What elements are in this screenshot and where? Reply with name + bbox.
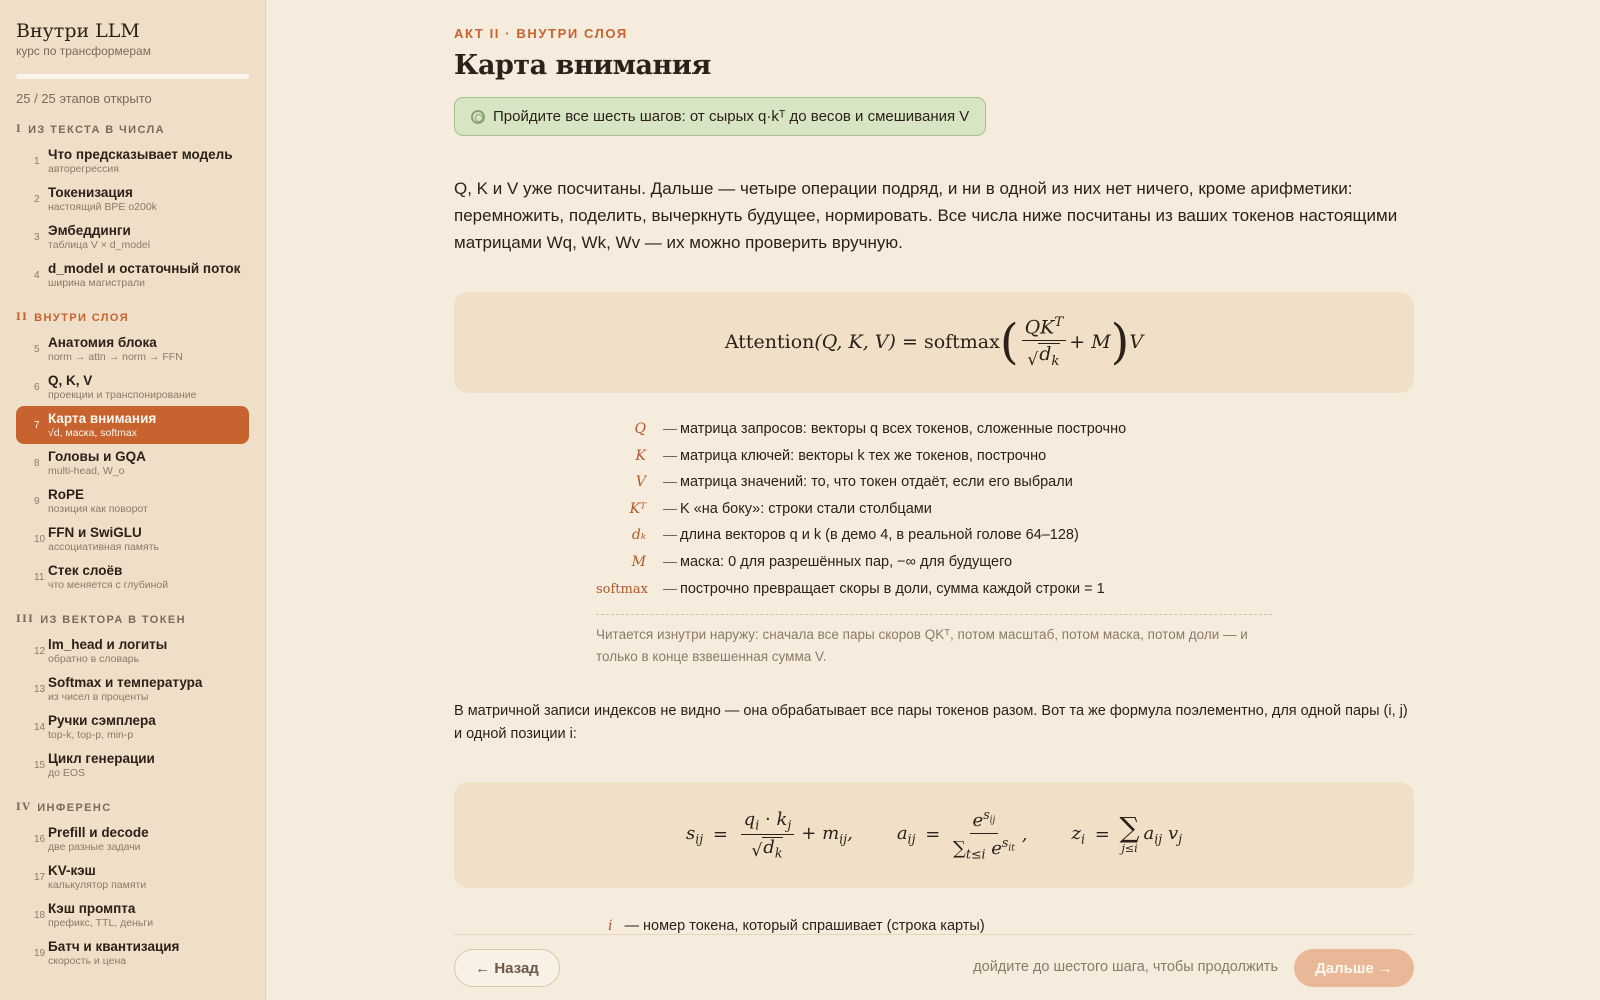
- legend-row: [596, 553, 1272, 580]
- nav-item-subtitle: авторегрессия: [48, 163, 119, 175]
- nav-item-number: 9: [34, 496, 40, 507]
- a-lhs: a: [896, 823, 908, 845]
- nav-item-text: [48, 525, 241, 554]
- paren-right: ): [1110, 314, 1130, 371]
- nav-item-subtitle: позиция как поворот: [48, 503, 148, 515]
- legend-dash: —: [663, 420, 677, 436]
- sidebar-item-18[interactable]: [16, 896, 249, 934]
- nav-item-title: Анатомия блока: [48, 335, 157, 350]
- legend-dash: —: [663, 446, 677, 463]
- frac-den-sub: k: [1051, 353, 1060, 369]
- nav-item-text: [48, 901, 241, 930]
- formula-fraction: $QK^T$ √ $d_k$: [1022, 316, 1067, 370]
- sidebar-item-6[interactable]: [16, 368, 249, 406]
- frac-num-sup: T: [1054, 314, 1064, 330]
- sidebar-item-1[interactable]: [16, 142, 249, 180]
- section-label: ИЗ ВЕКТОРА В ТОКЕН: [40, 614, 186, 626]
- nav-item-number: 16: [34, 834, 46, 845]
- formula-softmax: softmax: [923, 331, 1000, 354]
- legend-text: длина векторов q и k (в демо 4, в реальной голове 64–128): [680, 527, 1079, 544]
- nav-section-header: [16, 614, 249, 626]
- nav-item-number: 2: [34, 194, 40, 205]
- e-num-sup-sub: ij: [989, 815, 996, 826]
- symbol-legend: [596, 420, 1272, 668]
- section-roman: II: [16, 312, 29, 323]
- sidebar-item-3[interactable]: [16, 218, 249, 256]
- nav-item-title: Эмбеддинги: [48, 223, 131, 238]
- sidebar-item-17[interactable]: [16, 858, 249, 896]
- nav-item-text: [48, 825, 241, 854]
- nav-item-subtitle: ширина магистрали: [48, 277, 146, 289]
- nav-item-text: [48, 261, 241, 290]
- k-symbol: k: [776, 808, 788, 830]
- nav-item-title: Кэш промпта: [48, 901, 136, 916]
- lead-paragraph: Q, K и V уже посчитаны. Дальше — четыре операции подряд, и ни в одной из них нет ничего, кроме арифметики: перемножить, поделить, вычеркнуть будущее, нормировать. Все числа ниже посчитаны из ваших токенов настоящими матрицами Wq, Wk, Wv — их можно проверить вручную.: [454, 179, 1398, 252]
- den-d: d: [763, 836, 775, 858]
- sidebar-item-4[interactable]: [16, 256, 249, 294]
- nav-item-subtitle: top-k, top-p, min-p: [48, 729, 134, 741]
- nav-item-number: 14: [34, 722, 46, 733]
- formula-eq: =: [901, 331, 918, 354]
- legend-row: [596, 500, 1272, 527]
- section-label: ВНУТРИ СЛОЯ: [34, 312, 130, 324]
- legend-text: маска: 0 для разрешённых пар, −∞ для будущего: [680, 553, 1013, 570]
- nav-list: [16, 330, 249, 596]
- nav-item-number: 11: [34, 572, 45, 583]
- legend-symbol: softmax: [596, 581, 648, 597]
- nav-item-subtitle: обратно в словарь: [48, 653, 140, 665]
- progress-text: 25 / 25 этапов открыто: [16, 91, 152, 106]
- nav-item-title: Что предсказывает модель: [48, 147, 233, 162]
- nav-item-number: 4: [34, 270, 40, 281]
- main-content: [454, 0, 1414, 1000]
- sidebar-nav: [16, 124, 249, 972]
- nav-item-subtitle: настоящий BPE o200k: [48, 201, 157, 213]
- nav-item-number: 8: [34, 458, 40, 469]
- formula-attention-fn: Attention: [724, 331, 815, 354]
- formula-args: (Q, K, V): [814, 331, 896, 354]
- nav-item-number: 19: [34, 948, 46, 959]
- elementwise-paragraph: В матричной записи индексов не видно — она обрабатывает все пары токенов разом. Вот та же формула поэлементно, для одной пары (i, j) и одной позиции i:: [454, 703, 1408, 742]
- a-lhs-sub: ij: [907, 831, 916, 847]
- sidebar-item-10[interactable]: [16, 520, 249, 558]
- cut-text: — номер токена, который спрашивает (строка карты): [624, 918, 985, 934]
- nav-item-title: KV-кэш: [48, 863, 96, 878]
- nav-item-text: [48, 411, 241, 440]
- rhs-a: a: [1143, 823, 1155, 845]
- nav-item-number: 12: [34, 646, 46, 657]
- sidebar-item-2[interactable]: [16, 180, 249, 218]
- e-num: e: [972, 810, 984, 832]
- nav-item-text: [48, 751, 241, 780]
- legend-row: [596, 473, 1272, 500]
- nav-section-header: [16, 312, 249, 324]
- legend-note: Читается изнутри наружу: сначала все пары скоров QKᵀ, потом масштаб, потом маска, потом доли — и только в конце взвешенная сумма V.: [596, 627, 1248, 665]
- nav-item-subtitle: скорость и цена: [48, 955, 127, 967]
- nav-item-text: [48, 563, 241, 592]
- nav-item-number: 17: [34, 872, 46, 883]
- nav-item-text: [48, 335, 241, 364]
- nav-item-title: FFN и SwiGLU: [48, 525, 142, 540]
- rhs-v-sub: j: [1178, 831, 1183, 847]
- sidebar-item-19[interactable]: [16, 934, 249, 972]
- softmax-fraction: $\frac{e^{s_{ij}}}{\sum_{t\le i} e^{s_{it}}}$: [953, 807, 1015, 862]
- legend-symbol: Q: [634, 421, 646, 437]
- steps-hint-text: Пройдите все шесть шагов: от сырых q·kᵀ до весов и смешивания V: [493, 108, 970, 125]
- nav-item-text: [48, 713, 241, 742]
- rhs-v: v: [1167, 823, 1179, 845]
- nav-item-subtitle: multi-head, W_o: [48, 465, 125, 477]
- formula-plus-m: + M: [1069, 331, 1111, 354]
- nav-item-text: [48, 487, 241, 516]
- nav-item-title: Q, K, V: [48, 373, 93, 388]
- formula-v: V: [1129, 331, 1144, 354]
- legend-symbol: dₖ: [631, 527, 646, 544]
- nav-item-title: Токенизация: [48, 185, 133, 200]
- sidebar-item-8[interactable]: [16, 444, 249, 482]
- nav-item-number: 18: [34, 910, 46, 921]
- nav-item-text: [48, 185, 241, 214]
- nav-item-number: 7: [34, 420, 40, 431]
- legend-symbol: Kᵀ: [629, 500, 646, 517]
- nav-item-text: [48, 147, 241, 176]
- nav-item-number: 5: [34, 344, 40, 355]
- legend-row: [596, 447, 1272, 474]
- legend-dash: —: [663, 526, 677, 543]
- nav-item-title: Softmax и температура: [48, 675, 203, 690]
- nav-item-subtitle: из чисел в проценты: [48, 691, 149, 703]
- nav-list: [16, 632, 249, 784]
- nav-item-title: RoPE: [48, 487, 85, 502]
- sidebar-item-13[interactable]: [16, 670, 249, 708]
- legend-dash: —: [663, 552, 677, 569]
- sidebar-item-12[interactable]: [16, 632, 249, 670]
- nav-item-subtitle: norm → attn → norm → FFN: [48, 351, 183, 363]
- next-button[interactable]: Дальше →: [1294, 949, 1414, 987]
- e-num-sup: s: [983, 807, 990, 823]
- legend-symbol: V: [635, 474, 646, 491]
- nav-item-subtitle: до EOS: [48, 767, 86, 779]
- section-roman: I: [16, 124, 23, 135]
- legend-symbol: K: [635, 447, 646, 464]
- sidebar-item-16[interactable]: [16, 820, 249, 858]
- step-footer: [454, 934, 1414, 1000]
- m-sub: ij: [839, 831, 848, 847]
- rhs-a-sub: ij: [1154, 831, 1163, 847]
- legend-text: матрица запросов: векторы q всех токенов, сложенные построчно: [680, 421, 1127, 437]
- q-sub: i: [755, 817, 760, 833]
- nav-item-number: 6: [34, 382, 40, 393]
- k-sub: j: [787, 817, 792, 833]
- partial-legend-row: [608, 918, 985, 934]
- sidebar-item-5[interactable]: [16, 330, 249, 368]
- legend-dash: —: [663, 579, 677, 596]
- nav-item-title: Prefill и decode: [48, 825, 149, 840]
- s-lhs: s: [685, 823, 696, 845]
- legend-dash: —: [663, 499, 677, 516]
- legend-text: построчно превращает скоры в доли, сумма каждой строки = 1: [680, 580, 1105, 597]
- steps-hint-banner: [454, 97, 986, 136]
- progress-bar: [16, 74, 249, 79]
- footer-hint: дойдите до шестого шага, чтобы продолжить: [973, 959, 1278, 975]
- nav-item-subtitle: √d, маска, softmax: [48, 427, 138, 439]
- nav-item-number: 10: [34, 534, 46, 545]
- nav-section-header: [16, 802, 249, 814]
- e-den-sup: s: [1001, 835, 1009, 851]
- section-label: ИЗ ТЕКСТА В ЧИСЛА: [28, 124, 166, 136]
- cut-symbol: i: [608, 918, 613, 934]
- nav-item-subtitle: проекции и транспонирование: [48, 389, 197, 401]
- sidebar-item-14[interactable]: [16, 708, 249, 746]
- nav-list: [16, 820, 249, 972]
- sidebar-item-7[interactable]: [16, 406, 249, 444]
- paren-left: (: [999, 314, 1019, 371]
- nav-item-title: Цикл генерации: [48, 751, 155, 766]
- frac-num: QK: [1024, 316, 1055, 338]
- nav-item-text: [48, 223, 241, 252]
- sidebar-item-11[interactable]: [16, 558, 249, 596]
- nav-item-number: 1: [34, 156, 40, 167]
- den-d-sub: k: [774, 845, 783, 861]
- legend-row: [596, 580, 1272, 607]
- e-den-sup-sub: it: [1008, 843, 1015, 854]
- nav-item-title: lm_head и логиты: [48, 637, 168, 652]
- nav-item-subtitle: что меняется с глубиной: [48, 579, 169, 591]
- back-button[interactable]: ← Назад: [454, 949, 560, 987]
- sum2-sub: j≤i: [1121, 842, 1138, 856]
- frac-den: d: [1039, 342, 1052, 365]
- target-icon: [471, 110, 485, 124]
- progress-fill: [16, 74, 249, 79]
- legend-text: K «на боку»: строки стали столбцами: [680, 500, 932, 517]
- section-roman: IV: [16, 802, 32, 813]
- legend-dash: —: [663, 473, 677, 490]
- nav-item-title: Ручки сэмплера: [48, 713, 156, 728]
- s-lhs-sub: ij: [695, 831, 704, 847]
- nav-item-number: 15: [34, 760, 46, 771]
- z-lhs: z: [1071, 823, 1081, 845]
- z-lhs-sub: i: [1080, 831, 1086, 847]
- nav-item-subtitle: таблица V × d_model: [48, 239, 151, 251]
- legend-text: матрица ключей: векторы k тех же токенов, построчно: [680, 447, 1047, 464]
- attention-formula: [454, 292, 1414, 393]
- elementwise-formula: $s_{ij}$ = $q_i \cdot k_j$ √ $d_k$ + $m_{ij}$, $a_{ij}$ = $\frac{e^{s_{ij}}}{\sum_{t\le i} e^{s_{it}}}$ , $z_i$ = ∑ j≤i $a_{ij}$ $v_j$: [454, 782, 1414, 888]
- dot-symbol: ·: [764, 808, 771, 830]
- sum-sub: t≤i: [965, 846, 986, 862]
- section-roman: III: [16, 614, 35, 625]
- nav-item-subtitle: префикс, TTL, деньги: [48, 917, 154, 929]
- nav-item-text: [48, 939, 241, 968]
- legend-row: [596, 420, 1272, 447]
- sum-operator: ∑ j≤i: [1119, 811, 1140, 856]
- nav-item-text: [48, 637, 241, 666]
- nav-item-text: [48, 449, 241, 478]
- nav-item-text: [48, 373, 241, 402]
- nav-item-subtitle: ассоциативная память: [48, 541, 159, 553]
- nav-section-header: [16, 124, 249, 136]
- nav-item-title: Стек слоёв: [48, 563, 123, 578]
- sidebar-item-15[interactable]: [16, 746, 249, 784]
- legend-row: [596, 526, 1272, 553]
- sidebar-item-9[interactable]: [16, 482, 249, 520]
- nav-item-text: [48, 863, 241, 892]
- nav-item-subtitle: две разные задачи: [48, 841, 141, 853]
- course-title: Внутри LLM: [16, 20, 140, 42]
- nav-item-subtitle: калькулятор памяти: [48, 879, 147, 891]
- course-subtitle: курс по трансформерам: [16, 44, 151, 58]
- nav-list: [16, 142, 249, 294]
- e-den: e: [991, 838, 1002, 860]
- legend-divider: [596, 614, 1272, 615]
- nav-item-title: Головы и GQA: [48, 449, 146, 464]
- nav-item-text: [48, 675, 241, 704]
- section-label: ИНФЕРЕНС: [37, 802, 112, 814]
- legend-symbol: M: [631, 553, 646, 570]
- plus-m: + m: [801, 823, 840, 845]
- nav-item-number: 3: [34, 232, 40, 243]
- sidebar: [0, 0, 266, 1000]
- nav-item-number: 13: [34, 684, 46, 695]
- page-title: Карта внимания: [454, 50, 711, 81]
- score-fraction: $q_i \cdot k_j$ √ $d_k$: [741, 810, 795, 861]
- act-eyebrow: АКТ II · ВНУТРИ СЛОЯ: [454, 26, 628, 41]
- q-symbol: q: [743, 808, 756, 830]
- legend-text: матрица значений: то, что токен отдаёт, если его выбрали: [680, 474, 1073, 491]
- nav-item-title: Батч и квантизация: [48, 939, 180, 954]
- nav-item-title: d_model и остаточный поток: [48, 261, 241, 276]
- nav-item-title: Карта внимания: [48, 411, 157, 426]
